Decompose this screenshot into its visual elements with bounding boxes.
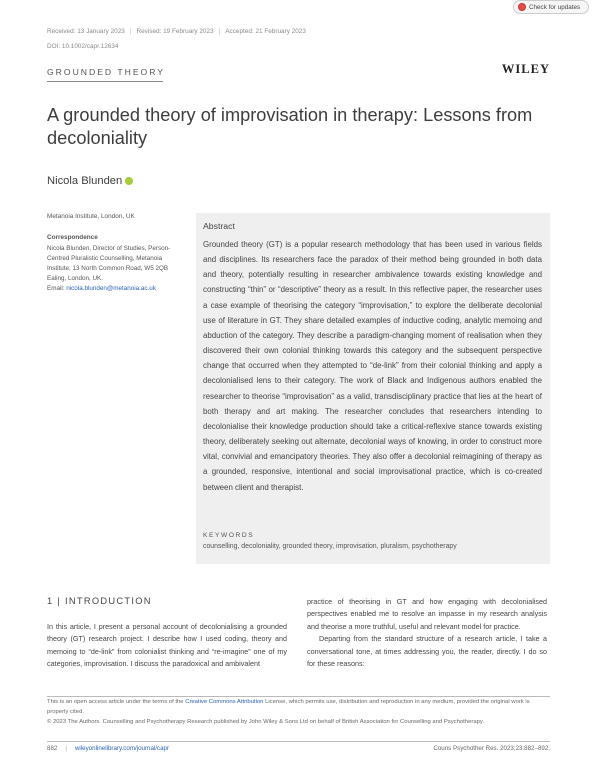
check-for-updates-label: Check for updates — [529, 3, 581, 11]
journal-url[interactable]: wileyonlinelibrary.com/journal/capr — [74, 745, 170, 752]
author-name[interactable]: Nicola Blunden — [47, 175, 123, 187]
author-line — [47, 175, 133, 187]
article-dates — [47, 28, 306, 35]
paragraph: In this article, I present a personal account of decolonialising a grounded theory (GT) research project. I describe how I used coding, theory and memoing to “de-link” from colonialist thinking and “re-imagine” one of my categories, improvisation. I discuss the paradoxical and ambivalent — [47, 622, 287, 669]
body-column-right — [307, 596, 547, 670]
email-label: Email: — [47, 285, 65, 292]
doi[interactable]: DOI: 10.1002/capr.12634 — [47, 43, 119, 50]
abstract-heading: Abstract — [203, 221, 235, 231]
paragraph: Departing from the standard structure of a research article, I take a conversational tone, at times addressing you, the reader, directly. I do so for these reasons: — [307, 634, 547, 669]
license-link[interactable]: Creative Commons Attribution — [185, 699, 264, 705]
section-tag: GROUNDED THEORY — [47, 67, 166, 77]
page-footer — [47, 745, 550, 752]
divider — [47, 696, 550, 697]
page-footer-left — [47, 745, 169, 752]
article-title: A grounded theory of improvisation in therapy: Lessons from decoloniality — [47, 105, 533, 148]
revised-date: Revised: 19 February 2023 — [136, 28, 214, 35]
copyright-text: © 2023 The Authors. Counselling and Psychotherapy Research published by John Wiley & Sons Ltd on behalf of British Association for Counselling and Psychotherapy. — [47, 718, 485, 725]
divider — [47, 81, 163, 82]
accepted-date: Accepted: 21 February 2023 — [225, 28, 306, 35]
keywords-heading: KEYWORDS — [203, 532, 255, 539]
license-text-post: License, which permits use, distribution and reproduction in any medium, provided the original work is properly cited. — [47, 699, 530, 715]
citation: Couns Psychother Res. 2023;23:882–892. — [433, 745, 550, 752]
correspondence-details — [47, 244, 177, 294]
page-number: 882 — [47, 745, 58, 752]
abstract-body: Grounded theory (GT) is a popular research methodology that has been used in various fields and disciplines. Its researchers face the paradox of their method being grounded in both data and theory, potentially resulting in researcher ambivalence towards existing knowledge and constructing “thin” or “descriptive” theory as a result. In this reflective paper, the researcher uses a case example of theorising the category “improvisation,” to explore the deliberate decolonial use of literature in GT. They share detailed examples of inductive coding, analytic memoing and abduction of the category. They describe a paradigm-changing moment of realisation when they discovered their own colonial thinking towards this category and the subsequent perspective change that occurred when they attempted to “de-link” from their colonial thinking and apply a decolonialised lens to their category. The work of Black and Indigenous authors enabled the researcher to theorise “improvisation” as a valid, transdisciplinary practice that lies at the heart of both therapy and art making. The researcher concludes that researchers intending to decolonialise their knowledge production should take a critical-reflexive stance towards existing theory, deliberately seeking out alternate, decolonial ways of knowing, in order to construct more vital, convivial and emancipatory theories. They also offer a decolonial reimagining of therapy as a grounded, responsive, intentional and social improvisational practice, which is co-created between client and therapist. — [203, 240, 542, 492]
received-date: Received: 13 January 2023 — [47, 28, 125, 35]
date-separator: | — [218, 28, 221, 35]
affiliation: Metanoia Institute, London, UK — [47, 213, 135, 220]
correspondence-heading: Correspondence — [47, 234, 98, 241]
body-column-left — [47, 621, 287, 671]
keywords-list: counselling, decoloniality, grounded theory, improvisation, pluralism, psychotherapy — [203, 543, 457, 550]
crossmark-icon — [518, 3, 526, 11]
license-footnote — [47, 698, 550, 727]
paragraph: practice of theorising in GT and how engaging with decolonialised perspectives enabled me to resolve an impasse in my research analysis and theorise a more truthful, useful and relevant model for practice. — [307, 597, 547, 631]
section-heading-introduction: 1 | INTRODUCTION — [47, 596, 152, 606]
footer-separator: | — [65, 745, 67, 752]
orcid-icon[interactable] — [125, 177, 133, 185]
date-separator: | — [129, 28, 132, 35]
license-text-pre: This is an open access article under the terms of the — [47, 699, 184, 705]
check-for-updates-badge[interactable] — [513, 0, 589, 14]
publisher-logo: WILEY — [501, 62, 550, 76]
divider — [47, 741, 550, 742]
correspondence-text: Nicola Blunden, Director of Studies, Person-Centred Pluralistic Counselling, Metanoia Institute, 13 North Common Road, W5 2QB Ealing, London, UK. — [47, 245, 171, 282]
email-link[interactable]: nicola.blunden@metanoia.ac.uk — [66, 285, 156, 292]
